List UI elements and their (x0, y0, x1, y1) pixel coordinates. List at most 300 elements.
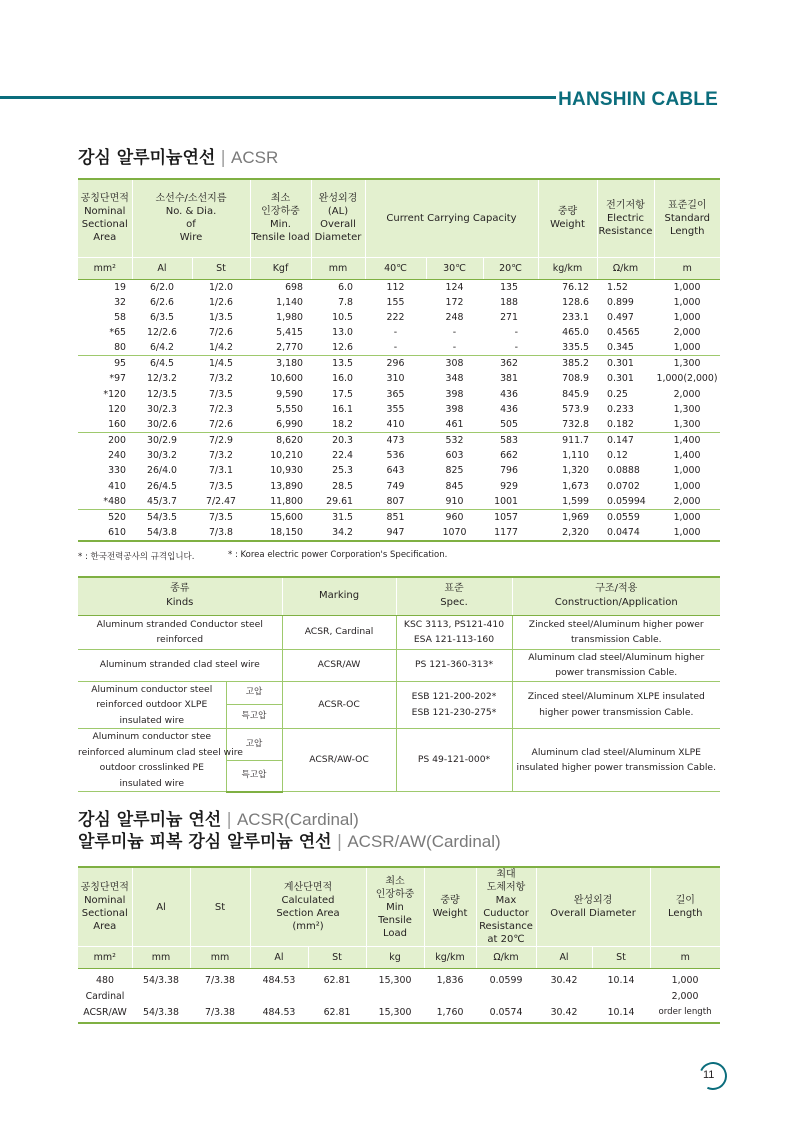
table-cell: 124 (445, 281, 464, 293)
table-cell: 128.6 (562, 296, 589, 308)
table-cell: 436 (500, 388, 518, 400)
table-cell: 1/2.6 (208, 296, 234, 308)
cardinal-table-body (78, 969, 720, 1023)
table-cell: - (452, 342, 457, 354)
table-cell: *480 (103, 495, 126, 507)
spec-cell: ESB 121-200-202* ESB 121-230-275* (396, 681, 512, 729)
unit-cell: mm (132, 947, 190, 969)
table-cell: 1,000 (673, 342, 701, 354)
table-cell: 2,770 (276, 342, 303, 354)
table-cell: 16.0 (332, 373, 353, 385)
header-diameter: 완성외경 Overall Diameter (536, 867, 650, 947)
section-heading-acsr-aw-cardinal (78, 831, 501, 853)
table-cell: - (514, 327, 518, 339)
spec-cell: PS 49-121-000* (396, 729, 512, 792)
heading-separator: | (226, 810, 232, 830)
table-cell: 135 (500, 281, 518, 293)
table-cell: 10.14 (592, 1005, 650, 1023)
unit-cell: St (308, 947, 366, 969)
table-cell: 95 (78, 356, 132, 372)
table-cell: 573.9 (562, 403, 589, 415)
table-cell (132, 989, 190, 1005)
table-cell: 484.53 (250, 1005, 308, 1023)
table-row (78, 295, 720, 310)
table-cell: 385.2 (538, 356, 597, 372)
table-cell: 851 (365, 509, 426, 525)
table-row (78, 479, 720, 494)
table-cell: 7/3.5 (208, 480, 234, 492)
table-cell: 1057 (483, 509, 538, 525)
table-cell: 0.0599 (489, 975, 523, 987)
table-cell: 12/3.5 (147, 388, 177, 400)
table-cell: 536 (386, 450, 405, 462)
table-cell (190, 989, 250, 1005)
table-cell: 365 (386, 388, 405, 400)
table-cell: 398 (445, 403, 464, 415)
unit-cell: mm² (78, 947, 132, 969)
table-cell: 7/3.5 (208, 388, 234, 400)
table-cell: 188 (500, 296, 518, 308)
table-cell: 0.233 (607, 403, 634, 415)
table-cell: ACSR/AW (78, 1005, 132, 1023)
app-cell: Zinced steel/Aluminum XLPE insulated higher power transmission Cable. (512, 681, 720, 729)
table-cell: 7/2.47 (206, 495, 236, 507)
unit-cell: St (192, 257, 250, 279)
table-cell: 9,590 (276, 388, 303, 400)
table-cell: 807 (386, 495, 405, 507)
table-cell: 29.61 (326, 495, 353, 507)
table-cell: 6/4.2 (149, 342, 175, 354)
table-row (78, 417, 720, 433)
table-cell: 7/2.3 (208, 403, 234, 415)
table-cell: 1070 (426, 525, 483, 541)
table-cell: 271 (500, 311, 518, 323)
table-cell: 1,400 (673, 450, 701, 462)
table-cell: 1.52 (607, 281, 628, 293)
table-cell: 465.0 (562, 327, 589, 339)
table-cell (250, 989, 308, 1005)
table-cell: 7/3.5 (192, 509, 250, 525)
table-cell: 34.2 (311, 525, 365, 541)
table-cell: 1,969 (538, 509, 597, 525)
table-cell: 76.12 (562, 281, 589, 293)
heading-korean: 강심 알루미늄연선 (78, 148, 216, 168)
table-cell: 0.0559 (597, 509, 654, 525)
table-cell: 1/4.2 (208, 342, 234, 354)
unit-cell: m (650, 947, 720, 969)
header-area: 공칭단면적 Nominal Sectional Area (78, 867, 132, 947)
table-cell: 0.147 (597, 433, 654, 449)
heading-separator: | (220, 148, 227, 168)
header-length: 표준길이 Standard Length (654, 179, 720, 257)
table-cell: 120 (108, 403, 126, 415)
app-cell: Zincked steel/Aluminum higher power transmission Cable. (512, 615, 720, 649)
table-cell: 911.7 (538, 433, 597, 449)
table-cell: 18,150 (250, 525, 311, 541)
table-cell: 233.1 (562, 311, 589, 323)
table-cell: 362 (483, 356, 538, 372)
table-cell: 26/4.5 (147, 480, 177, 492)
table-cell: 6/2.0 (149, 281, 175, 293)
table-row (78, 325, 720, 340)
table-cell: 749 (386, 480, 405, 492)
table-cell: 7/3.38 (190, 1005, 250, 1023)
table-units-row (78, 257, 720, 279)
table-cell: 1,000 (673, 311, 701, 323)
table-cell: 308 (426, 356, 483, 372)
table-cell: 155 (386, 296, 405, 308)
table-cell: 5,415 (276, 327, 303, 339)
table-cell: 112 (386, 281, 405, 293)
table-cell: 0.301 (607, 373, 634, 385)
table-cell: 13,890 (270, 480, 303, 492)
table-cell: 20.3 (311, 433, 365, 449)
footnote-korean: * : 한국전력공사의 규격입니다. (78, 552, 195, 562)
table-cell: 12/2.6 (147, 327, 177, 339)
table-cell: 1,300 (673, 403, 701, 415)
table-row (78, 729, 720, 761)
table-cell: 1,000 (671, 975, 699, 987)
table-cell: 960 (426, 509, 483, 525)
table-cell: 732.8 (562, 419, 589, 430)
table-cell: 436 (500, 403, 518, 415)
table-cell: 355 (386, 403, 405, 415)
table-row (78, 1005, 720, 1023)
table-cell: 0.0574 (476, 1005, 536, 1023)
table-cell: 845 (445, 480, 464, 492)
table-cell (308, 989, 366, 1005)
table-row (78, 989, 720, 1005)
header-resistance: 전기저항 Electric Resistance (597, 179, 654, 257)
table-cell: 7/2.6 (208, 327, 234, 339)
table-cell: 532 (426, 433, 483, 449)
table-cell: 15,300 (366, 1005, 424, 1023)
voltage-sub-cell: 특고압 (226, 760, 282, 792)
table-cell: 10.5 (332, 311, 353, 323)
table-cell: 7/3.2 (208, 373, 234, 385)
table-cell: 484.53 (262, 975, 296, 987)
table-cell: 3,180 (250, 356, 311, 372)
table-cell: 0.0702 (607, 480, 640, 492)
table-cell: 10,930 (270, 465, 303, 477)
table-row (78, 615, 720, 649)
table-cell: 0.0888 (607, 465, 640, 477)
table-cell: 0.25 (607, 388, 628, 400)
table-cell: 54/3.8 (132, 525, 192, 541)
table-row (78, 356, 720, 372)
table-cell: 330 (108, 465, 126, 477)
table-row (78, 969, 720, 989)
table-cell (476, 989, 536, 1005)
table-cell: 1,300 (654, 356, 720, 372)
table-cell: 0.182 (607, 419, 634, 430)
table-cell (424, 989, 476, 1005)
section-heading-acsr (78, 147, 278, 169)
unit-cell: 30℃ (426, 257, 483, 279)
kind-cell: Aluminum conductor steel reinforced outdoor XLPE insulated wire (78, 681, 226, 729)
table-cell: 0.301 (597, 356, 654, 372)
table-cell: 2,000 (673, 495, 701, 507)
table-cell: 2,000 (673, 388, 701, 400)
table-cell: 0.05994 (607, 495, 646, 507)
table-cell: 6.0 (338, 281, 353, 293)
table-row (78, 463, 720, 478)
unit-cell: kg/km (538, 257, 597, 279)
table-cell: 7.8 (338, 296, 353, 308)
table-cell: 6/2.6 (149, 296, 175, 308)
table-cell: Cardinal (85, 991, 125, 1002)
unit-cell: 40℃ (365, 257, 426, 279)
table-cell: 54/3.38 (132, 1005, 190, 1023)
table-row (78, 649, 720, 681)
table-cell: 160 (108, 419, 126, 430)
unit-cell: Al (250, 947, 308, 969)
header-max-resistance: 최대 도체저항 Max Cuductor Resistance at 20℃ (476, 867, 536, 947)
table-cell: 58 (114, 311, 126, 323)
table-cell: 15,600 (250, 509, 311, 525)
table-cell: 505 (500, 419, 518, 430)
table-cell: 30.42 (550, 975, 578, 987)
table-cell: 335.5 (562, 342, 589, 354)
header-spec: 표준 Spec. (396, 577, 512, 615)
table-cell: 30.42 (536, 1005, 592, 1023)
kind-cell: Aluminum stranded clad steel wire (78, 649, 282, 681)
table-cell: 54/3.38 (143, 975, 179, 987)
table-row (78, 509, 720, 525)
voltage-sub-cell: 고압 (226, 681, 282, 705)
voltage-sub-cell: 특고압 (226, 705, 282, 729)
table-cell: 662 (500, 450, 518, 462)
header-st: St (190, 867, 250, 947)
unit-cell: Kgf (250, 257, 311, 279)
cardinal-spec-table (78, 866, 720, 1024)
header-tensile: 최소 인장하중 Min. Tensile load (250, 179, 311, 257)
table-cell: 0.12 (607, 450, 628, 462)
table-cell: 7/2.6 (208, 419, 234, 430)
table-cell: 825 (445, 465, 464, 477)
table-row (78, 310, 720, 325)
table-cell: 1001 (494, 495, 518, 507)
table-cell: 222 (386, 311, 405, 323)
table-cell: 8,620 (250, 433, 311, 449)
table-cell: 7/3.2 (208, 450, 234, 462)
table-cell: 10,600 (270, 373, 303, 385)
table-cell: 1,400 (654, 433, 720, 449)
table-cell: *97 (109, 373, 126, 385)
table-cell: 30/2.9 (132, 433, 192, 449)
table-cell: 1/3.5 (208, 311, 234, 323)
acsr-spec-table (78, 178, 720, 542)
table-cell: 1,980 (276, 311, 303, 323)
table-cell: 2,000 (671, 991, 699, 1002)
kinds-table (78, 576, 720, 793)
table-cell: 10.14 (607, 975, 635, 987)
heading-korean: 알루미늄 피복 강심 알루미늄 연선 (78, 832, 332, 852)
heading-english: ACSR/AW(Cardinal) (347, 832, 501, 851)
table-cell: 6/3.5 (149, 311, 175, 323)
table-cell: 610 (78, 525, 132, 541)
table-cell: 520 (78, 509, 132, 525)
table-cell: - (452, 327, 457, 339)
table-cell: 15,300 (378, 975, 412, 987)
table-cell: 1,000 (673, 296, 701, 308)
table-cell: 28.5 (332, 480, 353, 492)
table-cell: 1,110 (562, 450, 589, 462)
table-cell: 480 (96, 975, 114, 987)
table-cell: 12.6 (332, 342, 353, 354)
table-cell (366, 989, 424, 1005)
table-row (78, 387, 720, 402)
kind-cell: Aluminum stranded Conductor steel reinforced (78, 615, 282, 649)
table-cell: 13.5 (311, 356, 365, 372)
table-row (78, 340, 720, 356)
table-cell: 1,320 (562, 465, 589, 477)
table-cell: 30/2.3 (147, 403, 177, 415)
table-cell: 698 (285, 281, 303, 293)
table-cell: 1,000(2,000) (656, 373, 718, 385)
heading-english: ACSR (231, 148, 279, 167)
table-cell: 30/3.2 (147, 450, 177, 462)
table-cell: 7/3.8 (192, 525, 250, 541)
table-cell: 461 (445, 419, 464, 430)
table-cell: 0.0474 (597, 525, 654, 541)
table-cell: 1,140 (276, 296, 303, 308)
table-cell: 947 (365, 525, 426, 541)
marking-cell: ACSR/AW-OC (282, 729, 396, 792)
table-cell: 410 (108, 480, 126, 492)
table-cell: 31.5 (311, 509, 365, 525)
table-cell: 45/3.7 (147, 495, 177, 507)
table-cell: 240 (108, 450, 126, 462)
table-cell: 11,800 (270, 495, 303, 507)
header-diameter: 완성외경 (AL) Overall Diameter (311, 179, 365, 257)
header-rule (0, 96, 556, 99)
table-cell: - (393, 327, 398, 339)
table-cell: 708.9 (562, 373, 589, 385)
header-current: Current Carrying Capacity (365, 179, 538, 257)
unit-cell: St (592, 947, 650, 969)
unit-cell: Ω/km (476, 947, 536, 969)
table-units-row (78, 947, 720, 969)
unit-cell: Al (536, 947, 592, 969)
table-cell: 172 (445, 296, 464, 308)
table-row (78, 279, 720, 295)
header-weight: 중량 Weight (538, 179, 597, 257)
table-cell: 18.2 (332, 419, 353, 430)
table-cell: *120 (103, 388, 126, 400)
heading-korean: 강심 알루미늄 연선 (78, 810, 222, 830)
table-cell: 22.4 (332, 450, 353, 462)
section-heading-acsr-cardinal (78, 809, 359, 831)
table-row (78, 681, 720, 705)
table-cell: 16.1 (332, 403, 353, 415)
table-cell: 17.5 (332, 388, 353, 400)
unit-cell: Ω/km (597, 257, 654, 279)
table-cell: 30/2.6 (147, 419, 177, 430)
table-cell: 1,760 (424, 1005, 476, 1023)
table-cell: 0.4565 (607, 327, 640, 339)
table-cell: 1,673 (562, 480, 589, 492)
table-cell: 32 (114, 296, 126, 308)
unit-cell: mm² (78, 257, 132, 279)
table-cell: 25.3 (332, 465, 353, 477)
table-cell: 1,000 (673, 465, 701, 477)
table-cell (536, 989, 592, 1005)
table-header-row (78, 179, 720, 257)
header-kinds: 종류 Kinds (78, 577, 282, 615)
table-cell: 19 (114, 281, 126, 293)
unit-cell: m (654, 257, 720, 279)
voltage-sub-cell: 고압 (226, 729, 282, 761)
table-cell: 7/3.1 (208, 465, 234, 477)
table-cell: 0.899 (607, 296, 634, 308)
table-row (78, 371, 720, 386)
unit-cell: mm (190, 947, 250, 969)
table-cell: 296 (365, 356, 426, 372)
table-cell: 348 (445, 373, 464, 385)
table-row (78, 433, 720, 449)
table-cell: *65 (109, 327, 126, 339)
table-cell: 1,836 (436, 975, 464, 987)
table-cell: 643 (386, 465, 405, 477)
header-area: 공칭단면적 Nominal Sectional Area (78, 179, 132, 257)
table-cell: 410 (386, 419, 405, 430)
table-cell: 2,320 (538, 525, 597, 541)
header-weight: 중량 Weight (424, 867, 476, 947)
table-cell: 381 (500, 373, 518, 385)
table-cell: 398 (445, 388, 464, 400)
table-cell: 929 (500, 480, 518, 492)
header-construction: 구조/적용 Construction/Application (512, 577, 720, 615)
table-cell: 473 (365, 433, 426, 449)
acsr-table-body (78, 279, 720, 541)
kind-cell: Aluminum conductor stee reinforced aluminum clad steel wire outdoor crosslinked PE insulated wire (78, 729, 226, 792)
spec-cell: KSC 3113, PS121-410 ESA 121-113-160 (396, 615, 512, 649)
table-cell: 910 (445, 495, 464, 507)
table-cell: 1,599 (562, 495, 589, 507)
table-cell: 62.81 (323, 975, 351, 987)
table-header-row (78, 867, 720, 947)
table-cell: 248 (445, 311, 464, 323)
app-cell: Aluminum clad steel/Aluminum XLPE insulated higher power transmission Cable. (512, 729, 720, 792)
marking-cell: ACSR/AW (282, 649, 396, 681)
heading-separator: | (336, 832, 343, 852)
table-cell: 80 (114, 342, 126, 354)
page-number: 11 (703, 1069, 715, 1081)
table-cell: 796 (500, 465, 518, 477)
table-row (78, 494, 720, 510)
page-number-badge (693, 1062, 727, 1090)
table-cell: 1/4.5 (192, 356, 250, 372)
table-cell: 6,990 (276, 419, 303, 430)
brand-title: HANSHIN CABLE (558, 89, 718, 110)
table-cell: 5,550 (276, 403, 303, 415)
table-cell: - (393, 342, 398, 354)
table-cell: 54/3.5 (132, 509, 192, 525)
marking-cell: ACSR, Cardinal (282, 615, 396, 649)
header-tensile: 최소 인장하중 Min Tensile Load (366, 867, 424, 947)
header-length: 길이 Length (650, 867, 720, 947)
table-cell: 1,000 (673, 281, 701, 293)
table-header-row (78, 577, 720, 615)
unit-cell: mm (311, 257, 365, 279)
table-cell: 7/3.38 (205, 975, 235, 987)
table-cell: 26/4.0 (147, 465, 177, 477)
table-cell: 1,000 (654, 525, 720, 541)
footnote-english: * : Korea electric power Corporation's Specification. (228, 550, 448, 560)
table-cell: 583 (483, 433, 538, 449)
unit-cell: 20℃ (483, 257, 538, 279)
